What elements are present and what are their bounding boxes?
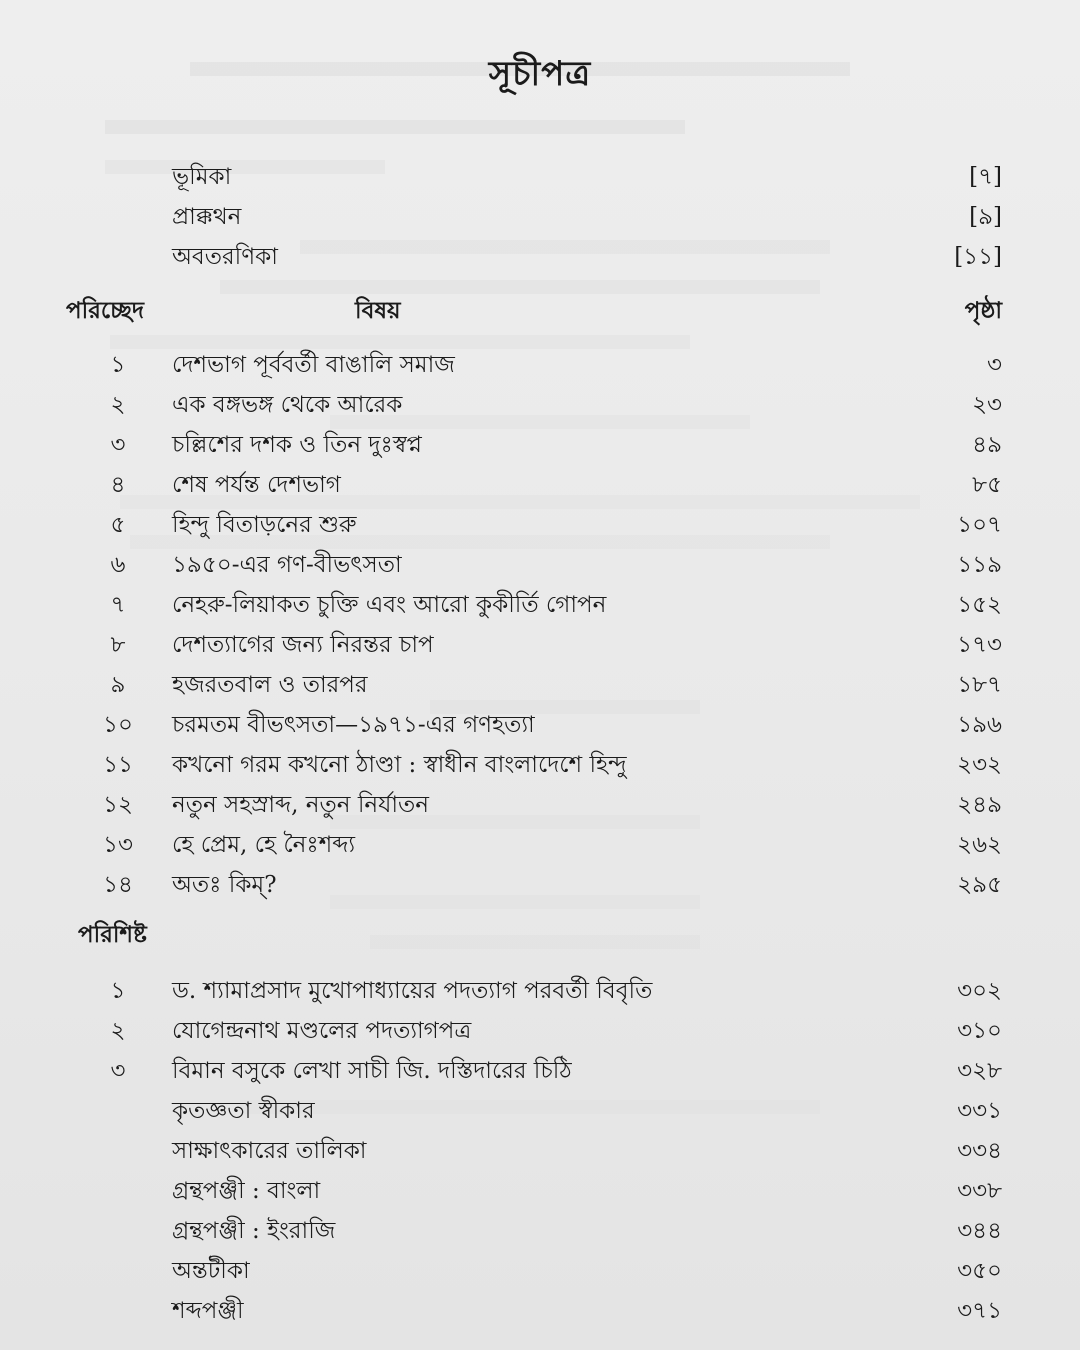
toc-label: ভূমিকা: [172, 164, 232, 190]
appendix-item-title: শব্দপঞ্জী: [172, 1298, 244, 1324]
toc-appendix-row: [0, 1132, 1080, 1172]
appendix-title: পরিশিষ্ট: [78, 921, 147, 948]
appendix-item-title: অন্তটীকা: [172, 1258, 250, 1284]
chapter-page: ১৮৭: [957, 672, 1002, 698]
chapter-title: ১৯৫০-এর গণ-বীভৎসতা: [172, 552, 402, 578]
chapter-title: শেষ পর্যন্ত দেশভাগ: [172, 472, 341, 498]
toc-column-headers: [0, 292, 1080, 332]
appendix-number: ১: [110, 978, 126, 1004]
appendix-page: ৩১০: [957, 1018, 1002, 1044]
appendix-item-title: যোগেন্দ্রনাথ মণ্ডলের পদত্যাগপত্র: [172, 1018, 472, 1044]
toc-chapter-row: [0, 466, 1080, 506]
chapter-page: ২৯৫: [957, 872, 1002, 898]
toc-chapter-row: [0, 586, 1080, 626]
toc-front-item: [0, 158, 1080, 198]
appendix-item-title: ড. শ্যামাপ্রসাদ মুখোপাধ্যায়ের পদত্যাগ পরবর্তী বিবৃতি: [172, 978, 653, 1004]
toc-chapter-row: [0, 546, 1080, 586]
appendix-page: ৩৭১: [957, 1298, 1002, 1324]
chapter-title: কখনো গরম কখনো ঠাণ্ডা : স্বাধীন বাংলাদেশে হিন্দু: [172, 752, 627, 778]
toc-chapter-row: [0, 666, 1080, 706]
chapter-number: ১: [110, 352, 126, 378]
chapter-page: ৩: [987, 352, 1002, 378]
toc-appendix-row: [0, 1012, 1080, 1052]
chapter-title: চরমতম বীভৎসতা—১৯৭১-এর গণহত্যা: [172, 712, 535, 738]
toc-page: [১১]: [954, 244, 1002, 270]
page-header: পৃষ্ঠা: [964, 297, 1002, 324]
toc-label: অবতরণিকা: [172, 244, 278, 270]
toc-label: প্রাক্কথন: [172, 204, 242, 230]
chapter-number: ৫: [110, 512, 126, 538]
chapter-title: দেশত্যাগের জন্য নিরন্তর চাপ: [172, 632, 434, 658]
chapter-page: ১১৯: [957, 552, 1002, 578]
chapter-number: ৬: [110, 552, 126, 578]
chapter-number: ৭: [110, 592, 126, 618]
chapter-title: নেহরু-লিয়াকত চুক্তি এবং আরো কুকীর্তি গোপন: [172, 592, 607, 618]
chapter-title: দেশভাগ পূর্ববর্তী বাঙালি সমাজ: [172, 352, 455, 378]
chapter-page: ৪৯: [972, 432, 1002, 458]
chapter-number: ১০: [103, 712, 133, 738]
appendix-page: ৩৩৮: [957, 1178, 1002, 1204]
appendix-page: ৩২৮: [957, 1058, 1002, 1084]
chapter-number: ১৪: [103, 872, 133, 898]
toc-page: [৯]: [969, 204, 1002, 230]
toc-appendix-row: [0, 1212, 1080, 1252]
appendix-page: ৩৪৪: [957, 1218, 1002, 1244]
appendix-item-title: কৃতজ্ঞতা স্বীকার: [172, 1098, 315, 1124]
toc-chapter-row: [0, 626, 1080, 666]
toc-appendix-row: [0, 1092, 1080, 1132]
chapter-page: ১৭৩: [957, 632, 1002, 658]
chapter-page: ১০৭: [957, 512, 1002, 538]
chapter-page: ২৩: [972, 392, 1002, 418]
toc-page: [৭]: [969, 164, 1002, 190]
toc-chapter-row: [0, 826, 1080, 866]
toc-appendix-row: [0, 1052, 1080, 1092]
chapter-page: ১৯৬: [957, 712, 1002, 738]
toc-chapter-row: [0, 346, 1080, 386]
chapter-title: চল্লিশের দশক ও তিন দুঃস্বপ্ন: [172, 432, 422, 458]
appendix-item-title: সাক্ষাৎকারের তালিকা: [172, 1138, 367, 1164]
chapter-title: হজরতবাল ও তারপর: [172, 672, 368, 698]
chapter-title: হে প্রেম, হে নৈঃশব্দ্য: [172, 832, 356, 858]
appendix-page: ৩৩৪: [957, 1138, 1002, 1164]
toc-appendix-row: [0, 1292, 1080, 1332]
chapter-page: ১৫২: [957, 592, 1002, 618]
toc-chapter-row: [0, 706, 1080, 746]
chapter-number: ৮: [110, 632, 126, 658]
chapter-page: ২৩২: [957, 752, 1002, 778]
toc-front-item: [0, 238, 1080, 278]
appendix-page: ৩০২: [957, 978, 1002, 1004]
chapter-number: ৩: [110, 432, 126, 458]
chapter-page: ৮৫: [972, 472, 1002, 498]
chapter-number: ১২: [103, 792, 133, 818]
chapter-number: ৯: [110, 672, 126, 698]
appendix-number: ২: [110, 1018, 126, 1044]
toc-chapter-row: [0, 426, 1080, 466]
chapter-title: নতুন সহস্রাব্দ, নতুন নির্যাতন: [172, 792, 430, 818]
toc-appendix-row: [0, 972, 1080, 1012]
appendix-item-title: গ্রন্থপঞ্জী : ইংরাজি: [172, 1218, 336, 1244]
appendix-number: ৩: [110, 1058, 126, 1084]
appendix-page: ৩৫০: [957, 1258, 1002, 1284]
toc-chapter-row: [0, 786, 1080, 826]
chapter-number: ২: [110, 392, 126, 418]
toc-chapter-row: [0, 866, 1080, 906]
chapter-title: হিন্দু বিতাড়নের শুরু: [172, 512, 357, 538]
toc-chapter-row: [0, 506, 1080, 546]
toc-front-item: [0, 198, 1080, 238]
chapter-title: অতঃ কিম্?: [172, 872, 277, 898]
chapter-number: ৪: [110, 472, 126, 498]
chapter-page: ২৪৯: [957, 792, 1002, 818]
toc-chapter-row: [0, 386, 1080, 426]
subject-header: বিষয়: [355, 297, 401, 324]
page-title: সূচীপত্র: [488, 54, 592, 94]
chapter-page: ২৬২: [957, 832, 1002, 858]
appendix-item-title: গ্রন্থপঞ্জী : বাংলা: [172, 1178, 321, 1204]
toc-chapter-row: [0, 746, 1080, 786]
chapter-number: ১১: [103, 752, 133, 778]
toc-appendix-row: [0, 1172, 1080, 1212]
appendix-page: ৩৩১: [957, 1098, 1002, 1124]
chapter-header: পরিচ্ছেদ: [66, 297, 144, 324]
toc-appendix-row: [0, 1252, 1080, 1292]
appendix-item-title: বিমান বসুকে লেখা সাচী জি. দস্তিদারের চিঠি: [172, 1058, 572, 1084]
chapter-number: ১৩: [103, 832, 133, 858]
chapter-title: এক বঙ্গভঙ্গ থেকে আরেক: [172, 392, 403, 418]
